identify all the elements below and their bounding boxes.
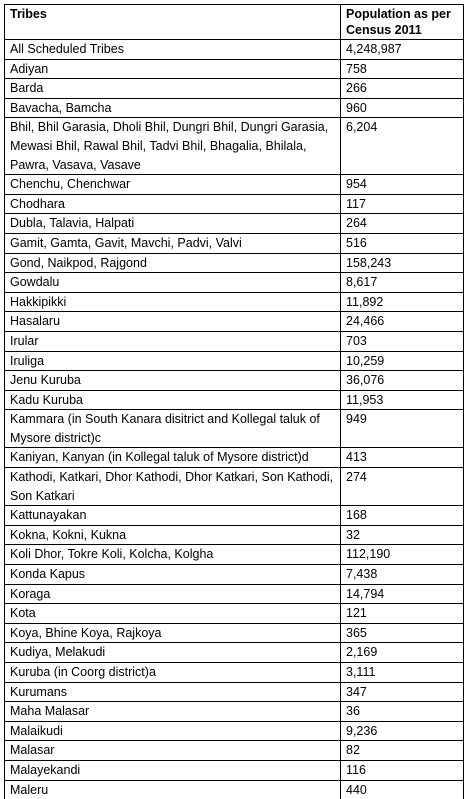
population-cell: 3,111 <box>341 663 464 683</box>
population-cell: 121 <box>341 604 464 624</box>
tribe-name-cell: Koraga <box>5 584 341 604</box>
table-row <box>5 233 464 253</box>
table-row <box>5 253 464 273</box>
table-header-row <box>5 5 464 40</box>
tribe-name-cell: Hakkipikki <box>5 292 341 312</box>
table-row <box>5 604 464 624</box>
table-row <box>5 79 464 99</box>
table-row <box>5 545 464 565</box>
table-row <box>5 40 464 60</box>
tribe-name-cell: Chenchu, Chenchwar <box>5 175 341 195</box>
table-row <box>5 702 464 722</box>
tribe-name-cell: Kurumans <box>5 682 341 702</box>
tribe-name-cell: Maha Malasar <box>5 702 341 722</box>
tribe-name-cell: Bhil, Bhil Garasia, Dholi Bhil, Dungri Bhil, Dungri Garasia, Mewasi Bhil, Rawal Bhil, Tadvi Bhil, Bhagalia, Bhilala, Pawra, Vasava, Vasave <box>5 118 341 175</box>
population-cell: 116 <box>341 760 464 780</box>
population-cell: 2,169 <box>341 643 464 663</box>
table-row <box>5 331 464 351</box>
population-cell: 960 <box>341 98 464 118</box>
table-row <box>5 410 464 448</box>
tribe-name-cell: Kokna, Kokni, Kukna <box>5 525 341 545</box>
population-cell: 32 <box>341 525 464 545</box>
table-row <box>5 468 464 506</box>
population-cell: 347 <box>341 682 464 702</box>
table-row <box>5 59 464 79</box>
population-cell: 440 <box>341 780 464 799</box>
table-row <box>5 565 464 585</box>
table-row <box>5 175 464 195</box>
table-row <box>5 194 464 214</box>
tribe-name-cell: Malasar <box>5 741 341 761</box>
table-row <box>5 292 464 312</box>
table-row <box>5 780 464 799</box>
table-row <box>5 273 464 293</box>
population-cell: 158,243 <box>341 253 464 273</box>
tribe-name-cell: Barda <box>5 79 341 99</box>
tribe-name-cell: Koli Dhor, Tokre Koli, Kolcha, Kolgha <box>5 545 341 565</box>
tribe-name-cell: Bavacha, Bamcha <box>5 98 341 118</box>
population-cell: 24,466 <box>341 312 464 332</box>
table-row <box>5 741 464 761</box>
population-cell: 758 <box>341 59 464 79</box>
population-cell: 264 <box>341 214 464 234</box>
tribe-name-cell: Kota <box>5 604 341 624</box>
tribes-population-table <box>4 4 464 799</box>
table-row <box>5 312 464 332</box>
population-cell: 703 <box>341 331 464 351</box>
population-cell: 516 <box>341 233 464 253</box>
population-cell: 365 <box>341 623 464 643</box>
tribe-name-cell: Hasalaru <box>5 312 341 332</box>
population-cell: 112,190 <box>341 545 464 565</box>
tribe-name-cell: Kaniyan, Kanyan (in Kollegal taluk of Mysore district)d <box>5 448 341 468</box>
tribe-name-cell: Gowdalu <box>5 273 341 293</box>
table-row <box>5 371 464 391</box>
population-cell: 9,236 <box>341 721 464 741</box>
tribe-name-cell: Kadu Kuruba <box>5 390 341 410</box>
population-cell: 949 <box>341 410 464 448</box>
tribe-name-cell: Jenu Kuruba <box>5 371 341 391</box>
population-cell: 266 <box>341 79 464 99</box>
tribe-name-cell: Kammara (in South Kanara disitrict and Kollegal taluk of Mysore district)c <box>5 410 341 448</box>
table-row <box>5 390 464 410</box>
table-row <box>5 721 464 741</box>
table-row <box>5 682 464 702</box>
population-cell: 11,892 <box>341 292 464 312</box>
table-row <box>5 118 464 175</box>
table-row <box>5 584 464 604</box>
population-cell: 82 <box>341 741 464 761</box>
population-cell: 4,248,987 <box>341 40 464 60</box>
tribe-name-cell: Gamit, Gamta, Gavit, Mavchi, Padvi, Valvi <box>5 233 341 253</box>
tribe-name-cell: Koya, Bhine Koya, Rajkoya <box>5 623 341 643</box>
population-cell: 14,794 <box>341 584 464 604</box>
table-row <box>5 214 464 234</box>
table-row <box>5 643 464 663</box>
tribe-name-cell: Iruliga <box>5 351 341 371</box>
tribe-name-cell: Malayekandi <box>5 760 341 780</box>
table-row <box>5 351 464 371</box>
tribe-name-cell: Dubla, Talavia, Halpati <box>5 214 341 234</box>
tribe-name-cell: Malaikudi <box>5 721 341 741</box>
table-row <box>5 98 464 118</box>
tribe-name-cell: Irular <box>5 331 341 351</box>
population-cell: 954 <box>341 175 464 195</box>
tribe-name-cell: Kudiya, Melakudi <box>5 643 341 663</box>
tribe-name-cell: Adiyan <box>5 59 341 79</box>
population-cell: 10,259 <box>341 351 464 371</box>
population-cell: 8,617 <box>341 273 464 293</box>
table-row <box>5 448 464 468</box>
tribe-name-cell: Kuruba (in Coorg district)a <box>5 663 341 683</box>
population-cell: 36 <box>341 702 464 722</box>
population-cell: 36,076 <box>341 371 464 391</box>
table-row <box>5 623 464 643</box>
table-row <box>5 525 464 545</box>
table-row <box>5 760 464 780</box>
population-cell: 168 <box>341 506 464 526</box>
population-cell: 274 <box>341 468 464 506</box>
population-cell: 6,204 <box>341 118 464 175</box>
tribe-name-cell: Konda Kapus <box>5 565 341 585</box>
table-row <box>5 663 464 683</box>
tribe-name-cell: Kattunayakan <box>5 506 341 526</box>
tribe-name-cell: Chodhara <box>5 194 341 214</box>
tribe-name-cell: Maleru <box>5 780 341 799</box>
population-cell: 413 <box>341 448 464 468</box>
tribe-name-cell: All Scheduled Tribes <box>5 40 341 60</box>
table-row <box>5 506 464 526</box>
population-cell: 7,438 <box>341 565 464 585</box>
population-cell: 117 <box>341 194 464 214</box>
table-body <box>5 40 464 799</box>
tribe-name-cell: Gond, Naikpod, Rajgond <box>5 253 341 273</box>
population-column-header: Population as per Census 2011 <box>341 5 464 40</box>
population-cell: 11,953 <box>341 390 464 410</box>
tribe-name-cell: Kathodi, Katkari, Dhor Kathodi, Dhor Katkari, Son Kathodi, Son Katkari <box>5 468 341 506</box>
tribes-column-header: Tribes <box>5 5 341 40</box>
